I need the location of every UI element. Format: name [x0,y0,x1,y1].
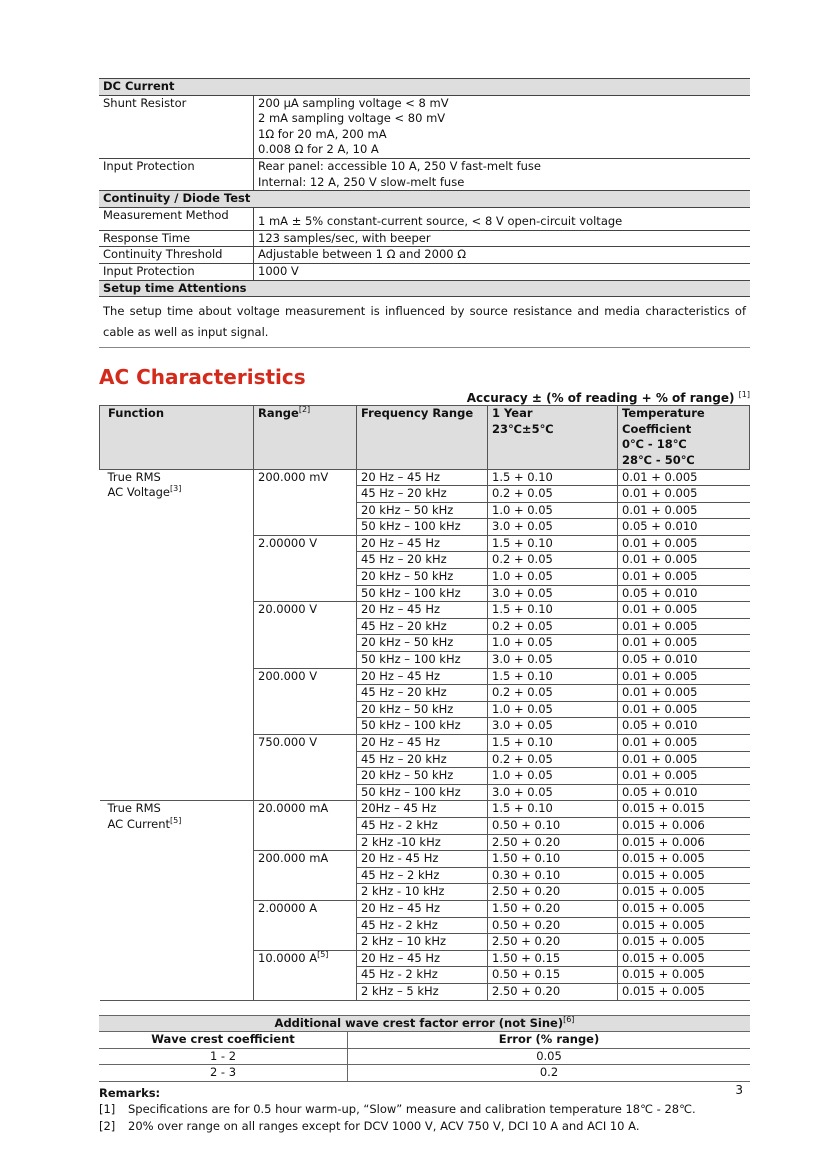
accuracy-cell: 0.50 + 0.10 [488,817,618,834]
accuracy-cell: 0.2 + 0.05 [488,685,618,702]
range-cell [254,900,357,950]
frequency-cell: 20 Hz – 45 Hz [357,735,488,752]
range-cell [254,801,357,851]
frequency-cell: 50 kHz – 100 kHz [357,718,488,735]
range-text: 750.000 V [258,735,318,749]
accuracy-cell: 1.0 + 0.05 [488,768,618,785]
frequency-cell: 45 Hz – 20 kHz [357,618,488,635]
accuracy-cell: 3.0 + 0.05 [488,784,618,801]
spec-line: Rear panel: accessible 10 A, 250 V fast-melt fuse [258,158,541,173]
accuracy-cell: 1.5 + 0.10 [488,535,618,552]
temp-coefficient-cell: 0.01 + 0.005 [618,768,750,785]
temp-coefficient-cell: 0.015 + 0.005 [618,884,750,901]
frequency-cell: 20 Hz – 45 Hz [357,469,488,486]
frequency-cell: 45 Hz - 2 kHz [357,967,488,984]
col-header-line: 0℃ - 18℃ [622,437,687,452]
frequency-cell: 20Hz – 45 Hz [357,801,488,818]
footnote-ref: [6] [563,1014,575,1024]
spec-label: Input Protection [99,263,254,280]
col-header-line: 1 Year [492,406,533,421]
accuracy-cell: 0.50 + 0.20 [488,917,618,934]
frequency-cell: 2 kHz -10 kHz [357,834,488,851]
accuracy-cell: 1.5 + 0.10 [488,602,618,619]
function-cell [100,469,254,801]
footnote-ref: [1] [738,390,750,400]
spec-row [99,247,750,264]
temp-coefficient-cell: 0.015 + 0.005 [618,900,750,917]
remark-number: [1] [99,1101,116,1116]
accuracy-cell: 1.0 + 0.05 [488,701,618,718]
spec-label: Input Protection [99,158,254,190]
spec-row [99,207,750,230]
range-cell [254,735,357,801]
ac-characteristics-table [99,405,750,1000]
range-cell [254,535,357,601]
spec-row [99,263,750,280]
function-line [108,485,250,501]
frequency-cell: 50 kHz – 100 kHz [357,784,488,801]
frequency-cell: 20 kHz – 50 kHz [357,701,488,718]
frequency-cell: 20 Hz – 45 Hz [357,950,488,967]
function-line-text: AC Voltage [107,485,170,500]
remark-text: 20% over range on all ranges except for DCV 1000 V, ACV 750 V, DCI 10 A and ACI 10 A. [128,1118,640,1133]
spec-value [254,158,751,190]
function-line: True RMS [107,469,161,484]
spec-page [99,78,750,1135]
range-cell [254,469,357,535]
col-header-line: 28℃ - 50℃ [622,452,695,467]
accuracy-cell: 0.50 + 0.15 [488,967,618,984]
temp-coefficient-cell: 0.05 + 0.010 [618,585,750,602]
frequency-cell: 20 Hz - 45 Hz [357,851,488,868]
remark-item [99,1101,750,1118]
spec-value [254,95,751,158]
spec-row [99,230,750,247]
frequency-cell: 20 kHz – 50 kHz [357,635,488,652]
function-cell [100,801,254,1000]
temp-coefficient-cell: 0.01 + 0.005 [618,486,750,503]
section-row-continuity [99,191,750,208]
col-header-line: Temperature [622,406,705,421]
temp-coefficient-cell: 0.015 + 0.006 [618,817,750,834]
col-header-temperature [618,406,750,469]
frequency-cell: 45 Hz – 20 kHz [357,486,488,503]
col-header-line: Coefficient [622,421,692,436]
range-cell [254,668,357,734]
frequency-cell: 20 Hz – 45 Hz [357,602,488,619]
header-row [100,406,750,469]
function-line: True RMS [107,801,161,816]
section-row-dc-current [99,79,750,96]
accuracy-cell: 1.50 + 0.20 [488,900,618,917]
footnote-ref: [5] [317,949,329,959]
wave-crest-table [99,1015,750,1082]
accuracy-cell: 3.0 + 0.05 [488,519,618,536]
ac-table-body [100,469,750,1000]
temp-coefficient-cell: 0.015 + 0.005 [618,950,750,967]
frequency-cell: 20 Hz – 45 Hz [357,668,488,685]
frequency-cell: 45 Hz – 2 kHz [357,867,488,884]
frequency-cell: 20 kHz – 50 kHz [357,569,488,586]
temp-coefficient-cell: 0.01 + 0.005 [618,751,750,768]
frequency-cell: 2 kHz – 10 kHz [357,934,488,951]
table-cell: 2 - 3 [99,1065,348,1082]
accuracy-cell: 3.0 + 0.05 [488,652,618,669]
table-cell: 0.05 [348,1048,751,1065]
temp-coefficient-cell: 0.05 + 0.010 [618,718,750,735]
temp-coefficient-cell: 0.01 + 0.005 [618,701,750,718]
accuracy-cell: 1.50 + 0.15 [488,950,618,967]
table-row [99,1048,750,1065]
table-cell: 0.2 [348,1065,751,1082]
spec-row [99,95,750,158]
spec-line: 1Ω for 20 mA, 200 mA [258,126,387,141]
range-text: 2.00000 A [258,900,318,915]
wave-crest-caption-text: Additional wave crest factor error (not Sine) [274,1015,564,1030]
temp-coefficient-cell: 0.015 + 0.005 [618,867,750,884]
accuracy-cell: 1.5 + 0.10 [488,668,618,685]
temp-coefficient-cell: 0.01 + 0.005 [618,635,750,652]
range-text: 20.0000 mA [258,801,329,816]
frequency-cell: 45 Hz – 20 kHz [357,751,488,768]
accuracy-cell: 0.2 + 0.05 [488,552,618,569]
frequency-cell: 45 Hz – 20 kHz [357,685,488,702]
section-title: DC Current [99,79,750,96]
range-cell [254,950,357,1000]
col-header-range [254,406,357,469]
range-cell [254,602,357,668]
temp-coefficient-cell: 0.05 + 0.010 [618,784,750,801]
table-row [100,801,750,818]
spec-label: Continuity Threshold [99,247,254,264]
remark-text: Specifications are for 0.5 hour warm-up, “Slow” measure and calibration temperature 18℃ - 28℃. [128,1101,696,1116]
col-header-1year [488,406,618,469]
temp-coefficient-cell: 0.01 + 0.005 [618,469,750,486]
range-text: 10.0000 A [258,950,318,965]
col-header-line: 23℃±5℃ [492,421,554,436]
spec-label: Measurement Method [99,207,254,230]
accuracy-cell: 3.0 + 0.05 [488,718,618,735]
table-row [100,469,750,486]
temp-coefficient-cell: 0.01 + 0.005 [618,685,750,702]
frequency-cell: 50 kHz – 100 kHz [357,652,488,669]
page-number: 3 [735,1083,743,1097]
temp-coefficient-cell: 0.01 + 0.005 [618,668,750,685]
temp-coefficient-cell: 0.05 + 0.010 [618,519,750,536]
temp-coefficient-cell: 0.01 + 0.005 [618,502,750,519]
setup-note: The setup time about voltage measurement is influenced by source resistance and media characteristics of cable as well as input signal. [99,297,750,348]
temp-coefficient-cell: 0.015 + 0.005 [618,917,750,934]
wave-crest-caption [99,1015,750,1032]
temp-coefficient-cell: 0.01 + 0.005 [618,618,750,635]
footnote-ref: [2] [298,405,311,415]
frequency-cell: 20 kHz – 50 kHz [357,502,488,519]
frequency-cell: 20 kHz – 50 kHz [357,768,488,785]
accuracy-cell: 0.2 + 0.05 [488,751,618,768]
range-text: 2.00000 V [258,535,318,550]
section-heading-ac: AC Characteristics [99,365,306,390]
section-row-setup [99,280,750,297]
spec-label: Shunt Resistor [99,95,254,158]
caption-row [99,1015,750,1032]
frequency-cell: 20 Hz – 45 Hz [357,535,488,552]
range-text: 200.000 V [258,668,318,683]
temp-coefficient-cell: 0.015 + 0.015 [618,801,750,818]
spec-value: 123 samples/sec, with beeper [254,230,751,247]
range-text: 200.000 mA [258,851,329,866]
frequency-cell: 45 Hz – 20 kHz [357,552,488,569]
temp-coefficient-cell: 0.01 + 0.005 [618,735,750,752]
spec-row [99,158,750,190]
accuracy-caption-text: Accuracy ± (% of reading + % of range) [466,391,735,406]
accuracy-cell: 0.2 + 0.05 [488,618,618,635]
spec-label: Response Time [99,230,254,247]
frequency-cell: 45 Hz - 2 kHz [357,817,488,834]
temp-coefficient-cell: 0.015 + 0.005 [618,851,750,868]
temp-coefficient-cell: 0.015 + 0.005 [618,934,750,951]
function-line [108,817,250,833]
accuracy-caption [99,391,750,405]
accuracy-cell: 1.0 + 0.05 [488,569,618,586]
accuracy-cell: 2.50 + 0.20 [488,884,618,901]
temp-coefficient-cell: 0.01 + 0.005 [618,569,750,586]
accuracy-cell: 2.50 + 0.20 [488,983,618,1000]
dc-spec-table [99,78,750,297]
remark-number: [2] [99,1118,116,1133]
spec-value: Adjustable between 1 Ω and 2000 Ω [254,247,751,264]
col-header-wave-crest: Wave crest coefficient [99,1032,348,1049]
table-cell: 1 - 2 [99,1048,348,1065]
section-title: Continuity / Diode Test [99,191,750,208]
accuracy-cell: 1.0 + 0.05 [488,635,618,652]
spec-line: 2 mA sampling voltage < 80 mV [258,111,446,126]
accuracy-cell: 3.0 + 0.05 [488,585,618,602]
range-text: 200.000 mV [258,469,329,484]
footnote-ref: [5] [170,816,182,826]
accuracy-cell: 1.5 + 0.10 [488,469,618,486]
frequency-cell: 50 kHz – 100 kHz [357,585,488,602]
remarks-title: Remarks: [99,1085,161,1100]
col-header-error: Error (% range) [348,1032,751,1049]
spec-value: 1000 V [254,263,751,280]
section-title: Setup time Attentions [99,280,750,297]
accuracy-cell: 2.50 + 0.20 [488,934,618,951]
spec-line: 0.008 Ω for 2 A, 10 A [258,142,379,157]
temp-coefficient-cell: 0.01 + 0.005 [618,535,750,552]
footnote-ref: [3] [170,484,182,494]
header-row [99,1032,750,1049]
accuracy-cell: 1.0 + 0.05 [488,502,618,519]
accuracy-cell: 0.2 + 0.05 [488,486,618,503]
frequency-cell: 20 Hz – 45 Hz [357,900,488,917]
accuracy-cell: 0.30 + 0.10 [488,867,618,884]
col-header-frequency: Frequency Range [357,406,488,469]
frequency-cell: 2 kHz – 5 kHz [357,983,488,1000]
frequency-cell: 50 kHz – 100 kHz [357,519,488,536]
temp-coefficient-cell: 0.05 + 0.010 [618,652,750,669]
temp-coefficient-cell: 0.01 + 0.005 [618,602,750,619]
col-header-function: Function [100,406,254,469]
temp-coefficient-cell: 0.015 + 0.005 [618,983,750,1000]
table-row [99,1065,750,1082]
temp-coefficient-cell: 0.01 + 0.005 [618,552,750,569]
spec-line: 200 μA sampling voltage < 8 mV [258,95,449,110]
spec-line: Internal: 12 A, 250 V slow-melt fuse [258,174,465,189]
remark-item [99,1118,750,1135]
frequency-cell: 45 Hz - 2 kHz [357,917,488,934]
accuracy-cell: 2.50 + 0.20 [488,834,618,851]
temp-coefficient-cell: 0.015 + 0.006 [618,834,750,851]
accuracy-cell: 1.5 + 0.10 [488,735,618,752]
spec-value: 1 mA ± 5% constant-current source, < 8 V open-circuit voltage [254,207,751,230]
range-text: 20.0000 V [258,602,318,617]
function-line-text: AC Current [107,816,171,831]
frequency-cell: 2 kHz - 10 kHz [357,884,488,901]
temp-coefficient-cell: 0.015 + 0.005 [618,967,750,984]
accuracy-cell: 1.5 + 0.10 [488,801,618,818]
col-header-range-text: Range [258,406,299,421]
accuracy-cell: 1.50 + 0.10 [488,851,618,868]
range-cell [254,851,357,901]
